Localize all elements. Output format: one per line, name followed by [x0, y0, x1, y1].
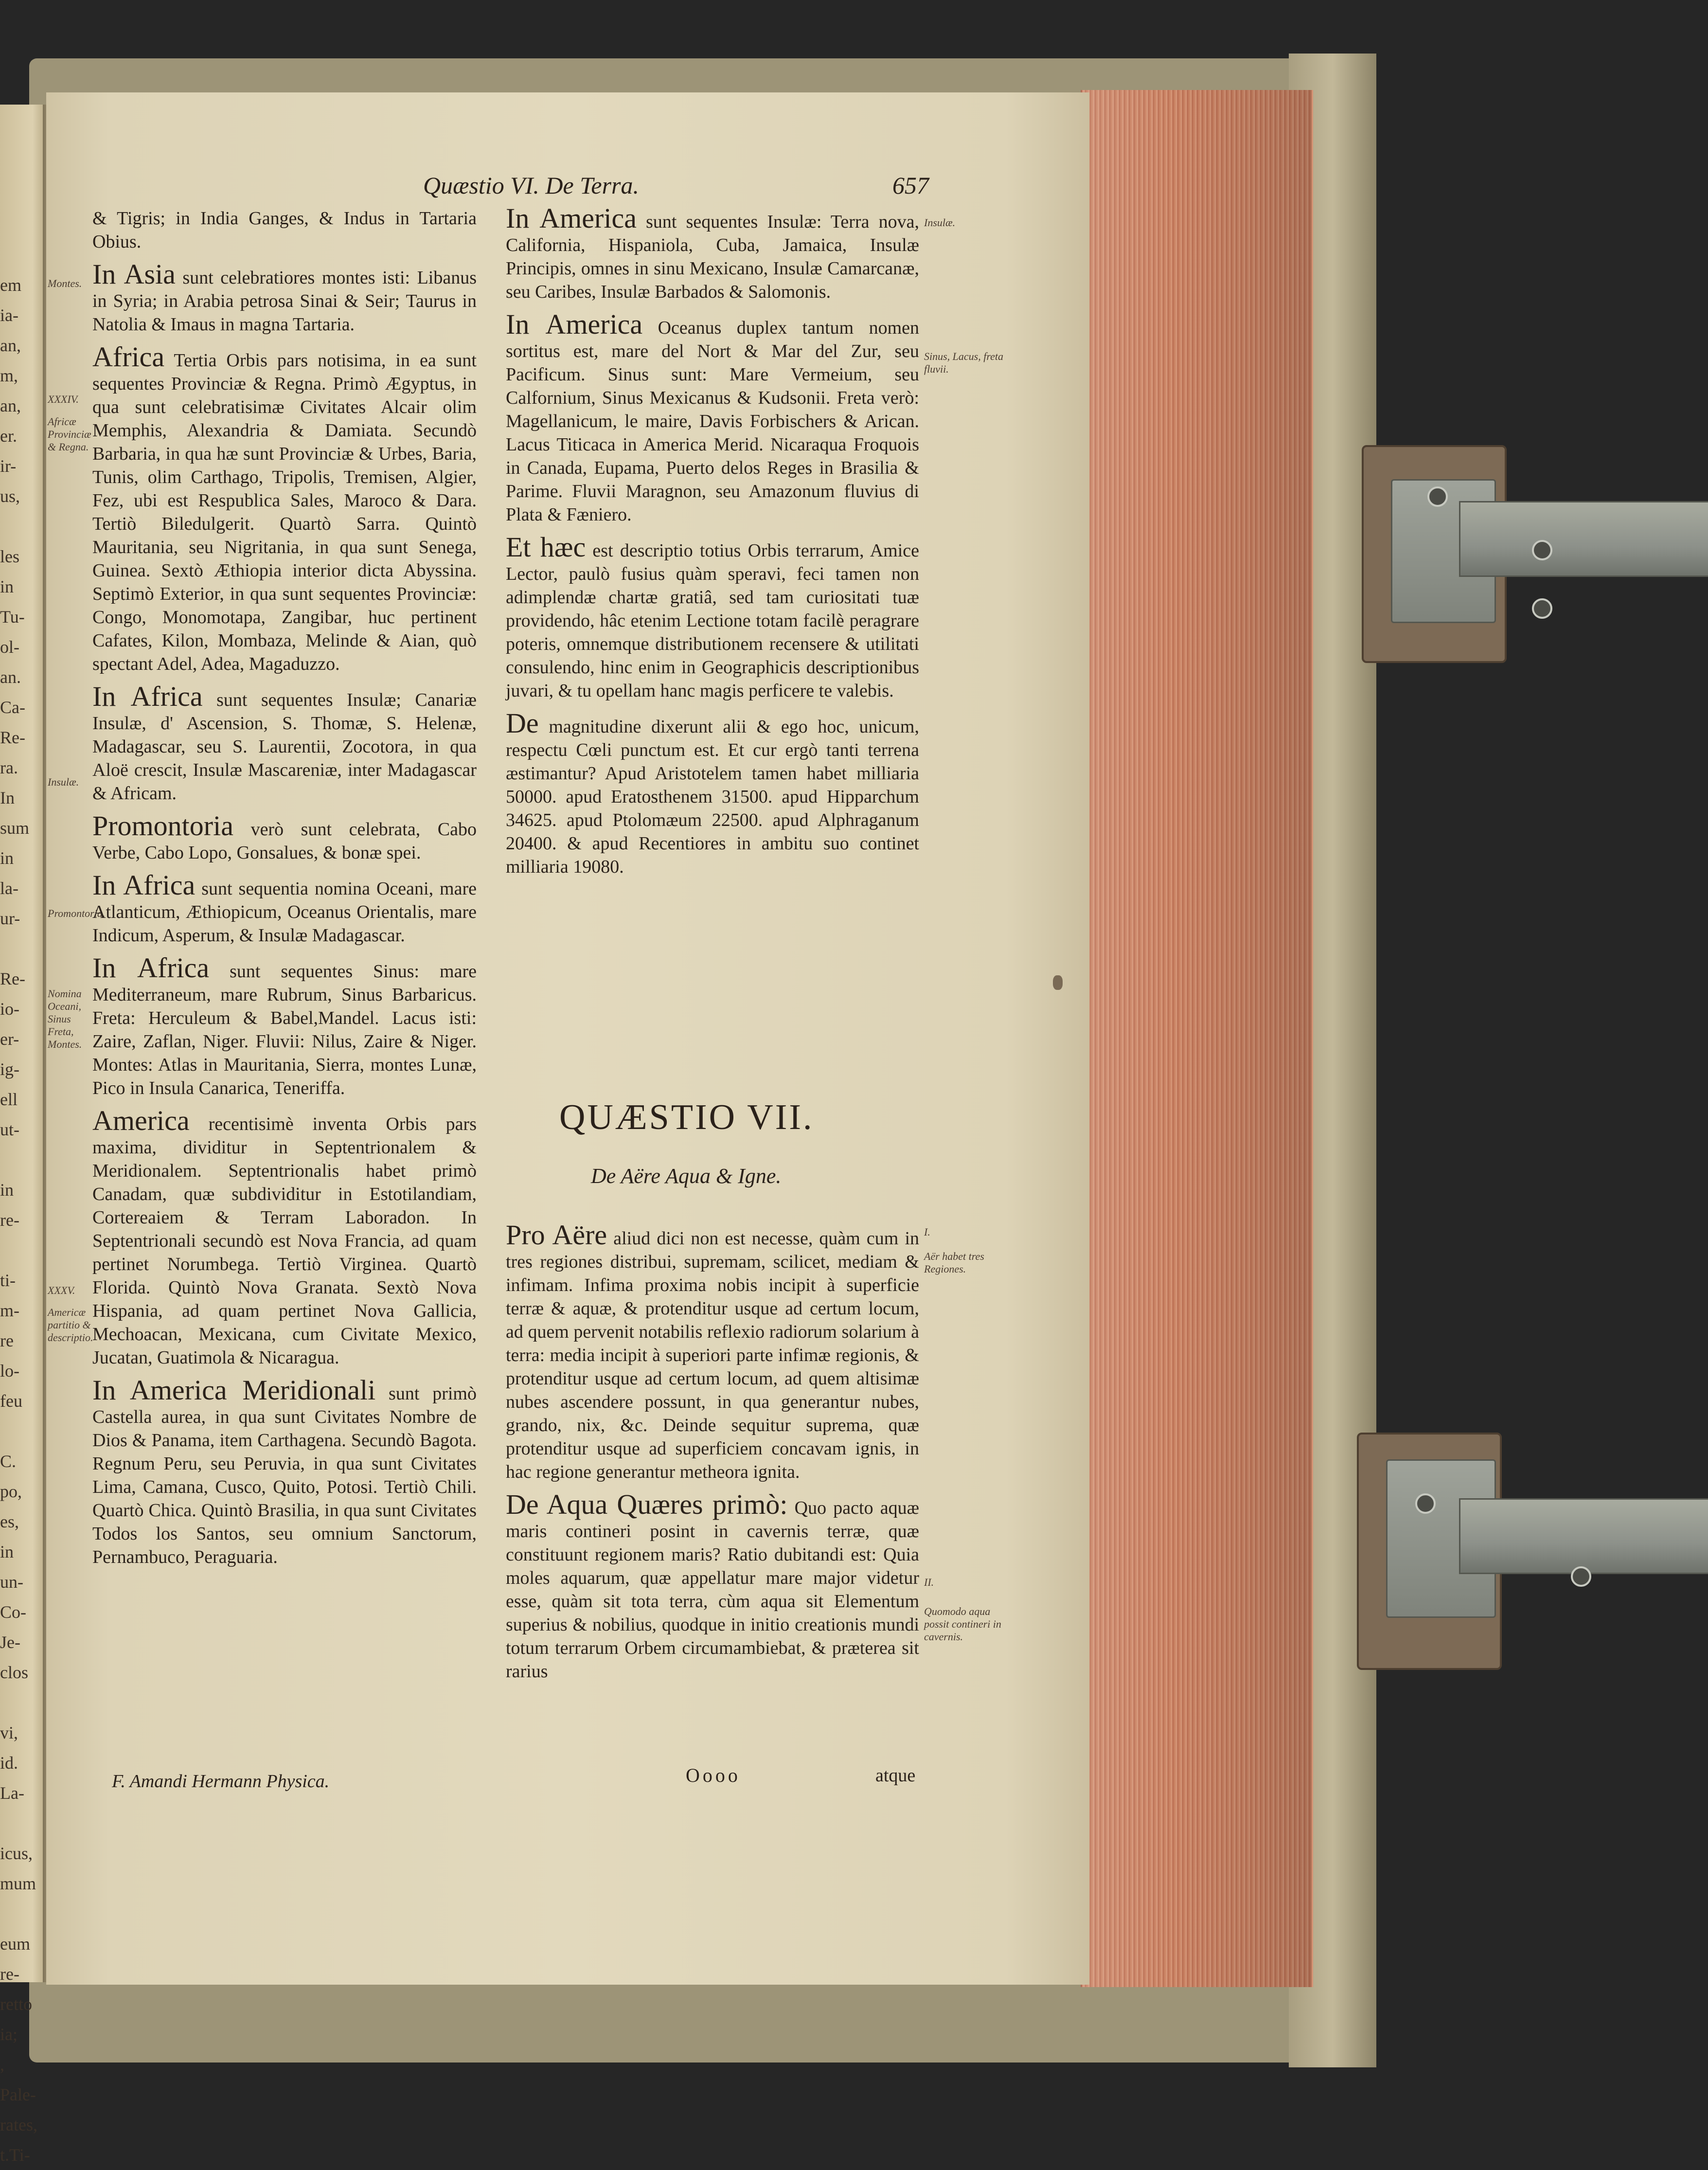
paragraph-lead: In Asia [92, 258, 176, 290]
lower-clasp-bar [1459, 1498, 1708, 1574]
printer-signature-line: F. Amandi Hermann Physica. [112, 1771, 330, 1792]
paragraph [92, 682, 477, 805]
question-subheading: De Aëre Aqua & Igne. [591, 1164, 782, 1188]
paragraph-text: sunt primò Castella aurea, in qua sunt Civitates Nombre de Dios & Panama, item Carthagena. Secundò Bagota. Regnum Peru, seu Peruvia, in qua sunt Civitates Lima, Camana, Cusco, Quito, Potosi. Tertiò Chili. Quartò Chica. Quintò Brasilia, in qua sunt Civitates Todos los Santos, seu omnium Sanctorum, Pernambuco, Peraguaria. [92, 1383, 477, 1567]
paragraph-lead: In America [506, 202, 637, 234]
signature-mark: Oooo [686, 1764, 741, 1786]
paragraph-lead: Africa [92, 341, 165, 373]
margin-note: Aër habet tres Regiones. [924, 1250, 984, 1275]
margin-note: Quomodo aqua possit contineri in cavernis. [924, 1605, 1001, 1643]
margin-note: I. [924, 1226, 930, 1238]
paragraph-lead: In Africa [92, 869, 196, 901]
upper-clasp-rivet-icon [1427, 486, 1448, 507]
upper-clasp-bar [1459, 501, 1708, 577]
paragraph [92, 812, 477, 864]
margin-note: Promontoria. [48, 907, 106, 919]
paragraph-text: sunt celebratiores montes isti: Libanus in Syria; in Arabia petrosa Sinai & Seir; Taurus in Natolia & Imaus in magna Tartaria. [92, 268, 477, 335]
right-text-column-top [506, 204, 919, 885]
paragraph-lead: In Africa [92, 681, 203, 712]
lower-clasp-rivet-icon [1415, 1493, 1436, 1514]
pin-mark-icon [1053, 975, 1063, 990]
paragraph-text: sunt sequentes Insulæ; Canariæ Insulæ, d' Ascension, S. Thomæ, S. Helenæ, Madagascar, seu S. Laurentii, Zocotora, in qua Aloë crescit, Insulæ Mascareniæ, inter Madagascar & Africam. [92, 690, 477, 804]
question-heading: QUÆSTIO VII. [559, 1097, 814, 1137]
margin-note: XXXV. [48, 1284, 75, 1296]
left-text-column [92, 207, 477, 1576]
paragraph [92, 260, 477, 336]
paragraph-lead: Et hæc [506, 531, 586, 563]
paragraph-text: & Tigris; in India Ganges, & Indus in Tartaria Obius. [92, 208, 477, 252]
margin-note: XXXIV. [48, 393, 79, 405]
paragraph-text: sunt sequentes Insulæ: Terra nova, California, Hispaniola, Cuba, Jamaica, Insulæ Principis, omnes in sinu Mexicano, Insulæ Camarcanæ, seu Caribes, Insulæ Barbados & Salomonis. [506, 212, 919, 302]
paragraph-text: Tertia Orbis pars notisima, in ea sunt sequentes Provinciæ & Regna. Primò Ægyptus, in qua sunt celebratisimæ Civitates Alcair olim Memphis, Alexandria & Damiata. Secundò Barbaria, in qua hæ sunt Provinciæ & Urbes, Baria, Tunis, olim Carthago, Tripolis, Tremisen, Algier, Fez, ubi est Respublica Sales, Maroco & Dara. Tertiò Biledulgerit. Quartò Sarra. Quintò Mauritania, seu Nigritania, in qua sunt Senega, Guinea. Sextò Æthiopia interior dicta Abyssina. Septimò Exterior, in qua sunt sequentes Provinciæ: Congo, Monomotapa, Zangibar, huc pertinent Cafates, Kilon, Mombaza, Melinde & Aian, quò spectant Adel, Adea, Magaduzzo. [92, 350, 477, 674]
paragraph-text: sunt sequentia nomina Oceani, mare Atlanticum, Æthiopicum, Oceanus Orientalis, mare Indicum, Asperum, & Insulæ Madagascar. [92, 879, 477, 946]
paragraph-lead: De Aqua Quæres primò: [506, 1489, 788, 1520]
paragraph-text: recentisimè inventa Orbis pars maxima, dividitur in Septentrionalem & Meridionalem. Septentrionalis habet primò Canadam, quæ subdividitur in Estotilandiam, Cortereaiem & Terram Laboradon. In Septentrionali secundò est Nova Francia, ad quam pertinet Norumbega. Tertiò Virginea. Quartò Florida. Quintò Nova Granata. Sextò Nova Hispania, ad quam pertinet Nova Gallicia, Mechoacan, Mexicana, cum Civitate Mexico, Jucatan, Guatimola & Nicaragua. [92, 1114, 477, 1368]
margin-note: Montes. [48, 277, 82, 289]
paragraph-lead: In America [506, 308, 643, 340]
paragraph [506, 709, 919, 879]
paragraph [92, 871, 477, 947]
lower-clasp-rivet-icon [1571, 1566, 1591, 1587]
paragraph-lead: Pro Aëre [506, 1219, 607, 1251]
margin-note: II. [924, 1576, 934, 1588]
paragraph-lead: Promontoria [92, 810, 233, 842]
paragraph-text: Quo pacto aquæ maris contineri posint in cavernis terræ, quæ constituunt regionem maris? Ratio dubitandi est: Quia moles aquarum, quæ appellatur mare major videtur esse, quàm sit tota terra, cùm aqua sit Elementum superius & nobilius, quodque in initio creationis mundi totum terrarum Orbem circumambiebat, & præterea sit rarius [506, 1498, 919, 1682]
margin-note: Sinus, Lacus, freta fluvii. [924, 350, 1003, 375]
facing-page-text-fragments: em ia- an, m, an, er. ir- us, les in Tu- ol- an. Ca- Re- ra. In sum in la- ur- Re- io- er- ig- ell ut- in re- ti- m- re lo- feu C. po, es, in un- Co- Je- clos vi, id. La- icus, mum eum re- retto ia; , Pale- rates, t.Ti- [0, 275, 37, 2165]
upper-clasp-rivet-icon [1532, 540, 1552, 560]
paragraph-text: magnitudine dixerunt alii & ego hoc, unicum, respectu Cœli punctum est. Et cur ergò tanti terrena æstimantur? Apud Aristotelem tamen habet milliaria 50000. apud Eratosthenem 31500. apud Hipparchum 34625. apud Ptolomæum 22500. apud Alphraganum 20400. & apud Recentiores in ambitu suo continet milliaria 19080. [506, 717, 919, 877]
running-title: Quæstio VI. De Terra. [423, 172, 640, 199]
paragraph-text: sunt sequentes Sinus: mare Mediterraneum, mare Rubrum, Sinus Barbaricus. Freta: Herculeum & Babel,Mandel. Lacus isti: Zaire, Zaflan, Niger. Fluvii: Nilus, Zaire & Niger. Montes: Atlas in Mauritania, Sierra, montes Lunæ, Pico in Insula Canarica, Teneriffa. [92, 961, 477, 1098]
margin-note: Insulæ. [48, 776, 79, 788]
paragraph [506, 1221, 919, 1484]
paragraph [506, 310, 919, 526]
paragraph [92, 207, 477, 253]
margin-note: Nomina Oceani, Sinus Freta, Montes. [48, 987, 82, 1050]
paragraph-text: aliud dici non est necesse, quàm cum in tres regiones distribui, supremam, scilicet, mediam & infimam. Infima proxima nobis incipit à superficie terræ & aquæ, & protenditur usque ad certum locum, ad quem pervenit notabilis reflexio radiorum solarium à terra: media incipit à superiori parte infimæ regionis, & protenditur usque ad certum locum, ad quem altisimæ nubes ascendere possunt, in qua generantur nubes, grando, nix, &c. Deinde sequitur suprema, quæ protenditur usque ad superficiem concavam ignis, in hac regione generantur metheora ignita. [506, 1228, 919, 1482]
margin-note: Insulæ. [924, 216, 956, 229]
paragraph-text: Oceanus duplex tantum nomen sortitus est, mare del Nort & Mar del Zur, seu Pacificum. Sinus sunt: Mare Vermeium, seu Calfornium, Sinus Mexicanus & Kudsonii. Freta verò: Magellanicum, le maire, Davis Forbischers & Arican. Lacus Titicaca in America Merid. Nicaraqua Froquois in Canada, Eupama, Puerto delos Reges in Brasilia & Parime. Fluvii Maragnon, seu Amazonum fluvius di Plata & Fæniero. [506, 318, 920, 525]
paragraph-lead: In America Meridionali [92, 1374, 376, 1406]
paragraph-lead: De [506, 707, 539, 739]
paragraph-lead: America [92, 1105, 190, 1136]
facing-page-edge [0, 105, 46, 2165]
margin-note: Africæ Provinciæ & Regna. [48, 415, 91, 453]
right-text-column-bottom [506, 1221, 919, 1690]
page-number: 657 [892, 172, 929, 199]
catchword: atque [875, 1765, 916, 1786]
paragraph [92, 343, 477, 676]
paragraph [92, 1107, 477, 1369]
paragraph-lead: In Africa [92, 952, 210, 984]
paragraph [506, 204, 919, 304]
paragraph-text: verò sunt celebrata, Cabo Verbe, Cabo Lopo, Gonsalues, & bonæ spei. [92, 819, 477, 863]
paragraph-text: est descriptio totius Orbis terrarum, Amice Lector, paulò fusius quàm speravi, feci tamen non adimplendæ chartæ gratiâ, sed tam curiositati tuæ providendo, hâc etenim Lectione totam facilè peragrare poteris, omnemque distributionem recensere & utilitati consulendo, hinc enim in Geographicis descriptionibus juvari, & tu opellam hanc magis perficere te valebis. [506, 540, 919, 701]
paragraph [506, 533, 919, 702]
margin-note: Americæ partitio & descriptio. [48, 1306, 93, 1344]
paragraph [506, 1490, 919, 1683]
upper-clasp-rivet-icon [1532, 598, 1552, 619]
fore-edge-shading [1081, 90, 1312, 1987]
paragraph [92, 954, 477, 1100]
paragraph [92, 1376, 477, 1569]
